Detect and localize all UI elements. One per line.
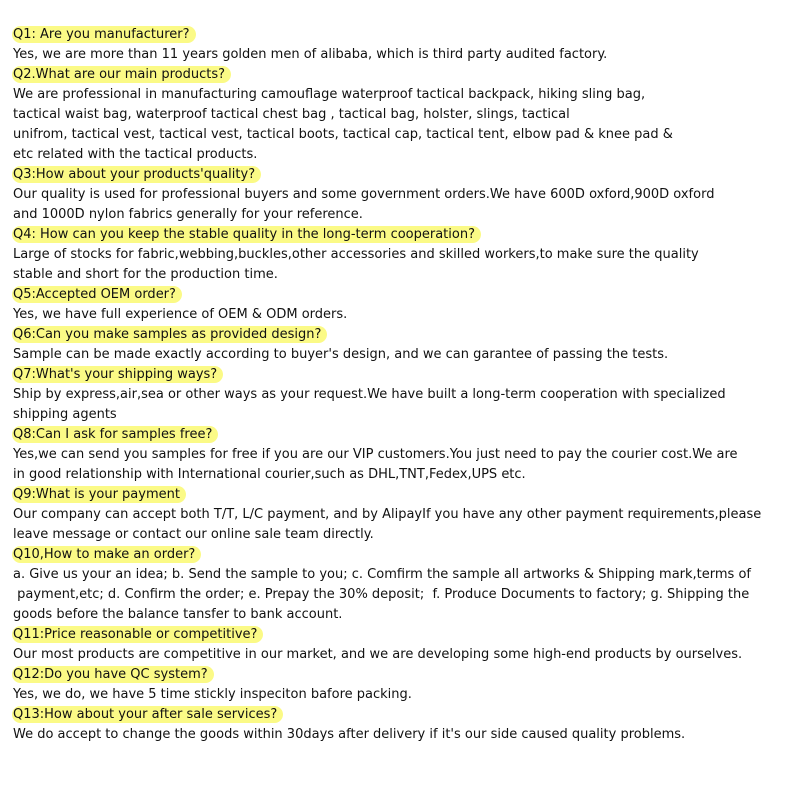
faq-item-q5 [13,285,793,325]
faq-question [13,425,793,445]
faq-item-q6 [13,325,793,365]
faq-answer: Our quality is used for professional buyers and some government orders.We have 600D oxford,900D oxford and 1000D nylon fabrics generally for your reference. [13,187,715,222]
faq-answer: Ship by express,air,sea or other ways as your request.We have built a long-term cooperation with specialized shipping agents [13,387,726,422]
faq-question-text: Q12:Do you have QC system? [12,666,214,683]
faq-answer: Yes,we can send you samples for free if you are our VIP customers.You just need to pay the courier cost.We are in good relationship with International courier,such as DHL,TNT,Fedex,UPS etc. [13,447,738,482]
faq-question-text: Q5:Accepted OEM order? [12,286,182,303]
faq-answer: Yes, we do, we have 5 time stickly inspeciton bafore packing. [13,687,412,702]
faq-item-q8 [13,425,793,485]
faq-question-text: Q6:Can you make samples as provided design? [12,326,327,343]
faq-answer: Large of stocks for fabric,webbing,buckles,other accessories and skilled workers,to make sure the quality stable and short for the production time. [13,247,699,282]
faq-question [13,365,793,385]
faq-question [13,545,793,565]
faq-question [13,225,793,245]
faq-answer: Sample can be made exactly according to buyer's design, and we can garantee of passing the tests. [13,347,669,362]
faq-item-q3 [13,165,793,225]
faq-question [13,485,793,505]
faq-question [13,705,793,725]
faq-question [13,65,793,85]
faq-answer: We are professional in manufacturing camouflage waterproof tactical backpack, hiking sling bag, tactical waist bag, waterproof tactical chest bag , tactical bag, holster, slings, tactical unifrom, tactical vest, tactical vest, tactical boots, tactical cap, tactical tent, elbow pad & knee pad & etc related with the tactical products. [13,87,673,162]
faq-item-q11 [13,625,793,665]
faq-item-q4 [13,225,793,285]
faq-answer: Yes, we are more than 11 years golden men of alibaba, which is third party audited factory. [13,47,608,62]
faq-item-q7 [13,365,793,425]
faq-question-text: Q9:What is your payment [12,486,186,503]
faq-question [13,25,793,45]
faq-item-q13 [13,705,793,745]
faq-answer: We do accept to change the goods within 30days after delivery if it's our side caused quality problems. [13,727,686,742]
faq-item-q12 [13,665,793,705]
faq-item-q10 [13,545,793,625]
faq-answer: Our company can accept both T/T, L/C payment, and by AlipayIf you have any other payment requirements,please leave message or contact our online sale team directly. [13,507,762,542]
faq-question [13,285,793,305]
faq-item-q2 [13,65,793,165]
faq-answer: a. Give us your an idea; b. Send the sample to you; c. Comfirm the sample all artworks & Shipping mark,terms of payment,etc; d. Confirm the order; e. Prepay the 30% deposit; f. Produce Documents to factory; g. Shipping the goods before the balance tansfer to bank account. [13,567,751,622]
faq-question [13,325,793,345]
faq-item-q9 [13,485,793,545]
faq-item-q1 [13,25,793,65]
faq-question-text: Q3:How about your products'quality? [12,166,261,183]
faq-question-text: Q7:What's your shipping ways? [12,366,223,383]
faq-question-text: Q8:Can I ask for samples free? [12,426,218,443]
faq-question-text: Q11:Price reasonable or competitive? [12,626,263,643]
faq-question-text: Q4: How can you keep the stable quality in the long-term cooperation? [12,226,481,243]
faq-list [13,25,793,745]
faq-question [13,165,793,185]
faq-question-text: Q10,How to make an order? [12,546,201,563]
faq-question-text: Q2.What are our main products? [12,66,231,83]
faq-answer: Yes, we have full experience of OEM & ODM orders. [13,307,348,322]
faq-question-text: Q1: Are you manufacturer? [12,26,196,43]
faq-question [13,625,793,645]
faq-answer: Our most products are competitive in our market, and we are developing some high-end products by ourselves. [13,647,743,662]
faq-question-text: Q13:How about your after sale services? [12,706,283,723]
faq-question [13,665,793,685]
